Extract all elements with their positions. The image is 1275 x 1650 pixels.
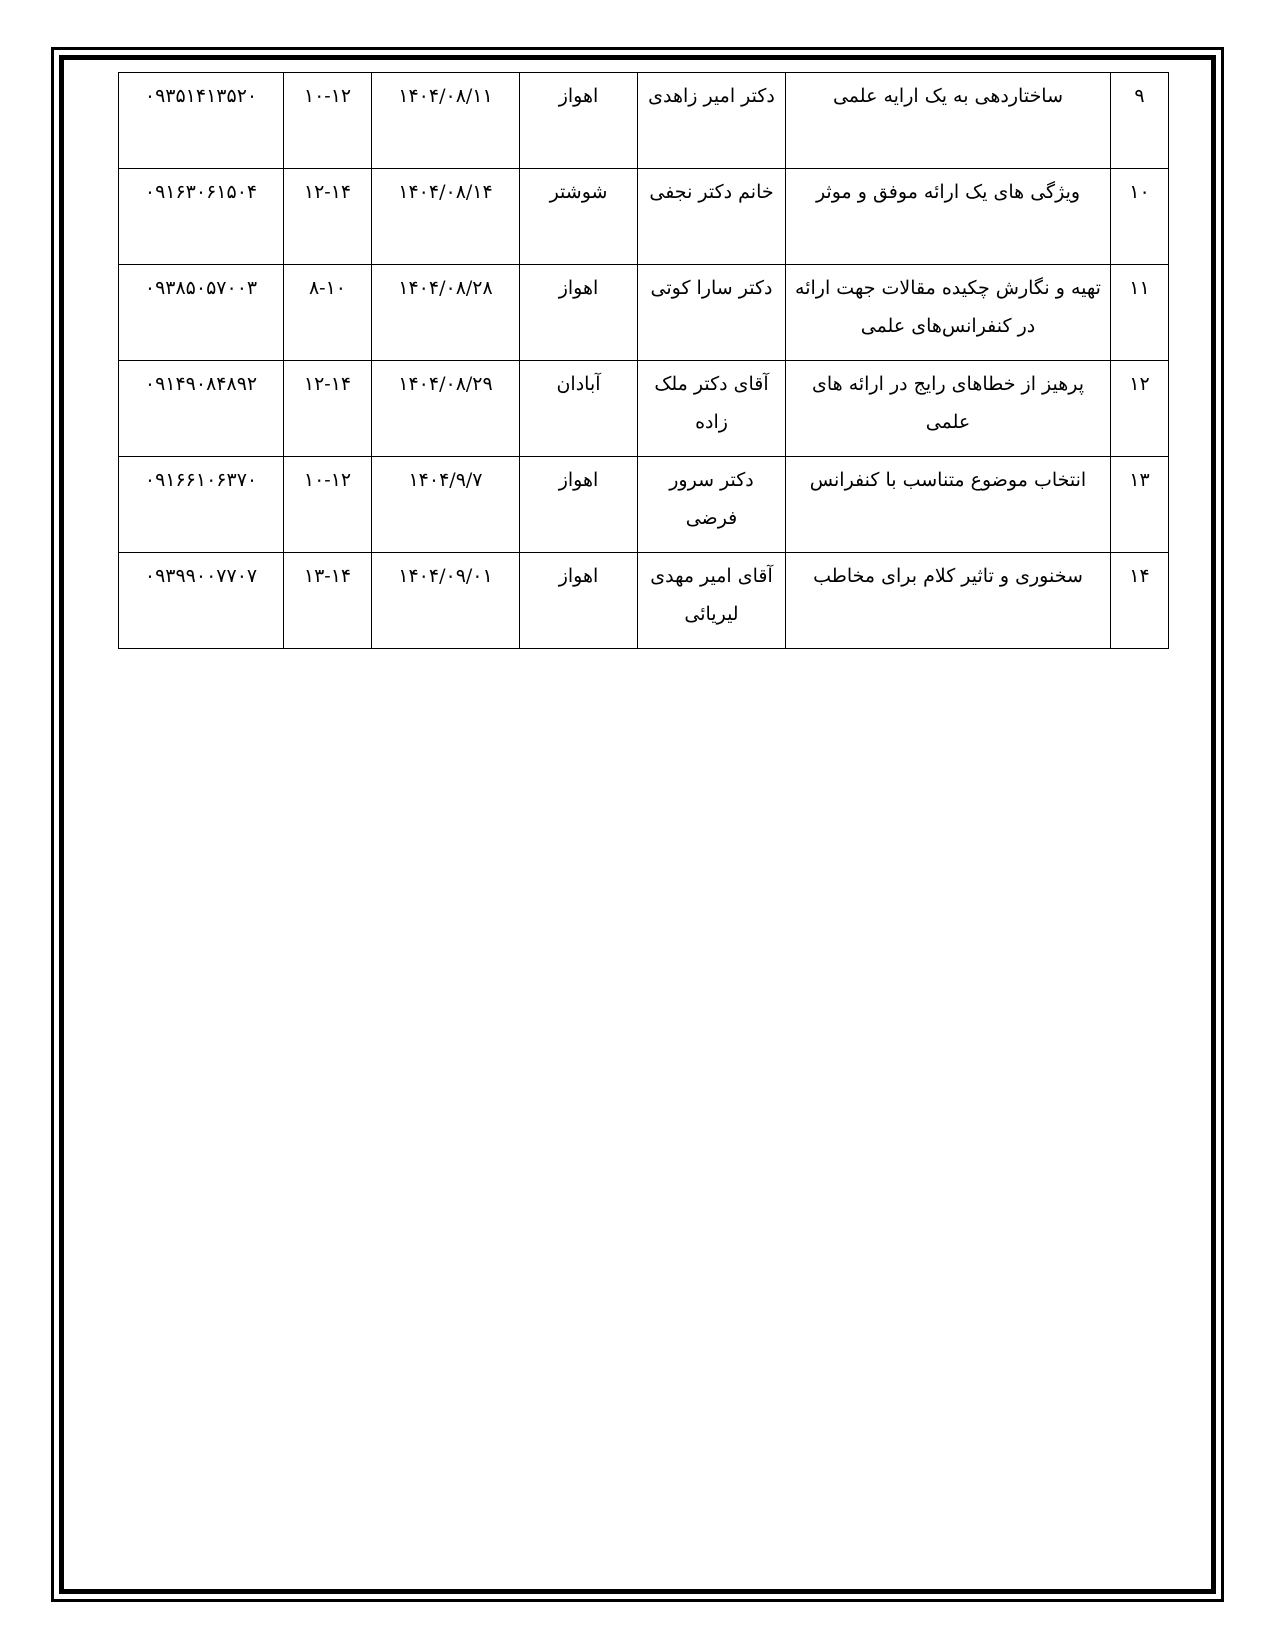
row-number: ۱۰ bbox=[1111, 169, 1169, 265]
row-number: ۱۳ bbox=[1111, 457, 1169, 553]
session-date: ۱۴۰۴/۹/۷ bbox=[372, 457, 520, 553]
table-row bbox=[119, 553, 1169, 649]
workshop-title: پرهیز از خطاهای رایج در ارائه های علمی bbox=[786, 361, 1111, 457]
instructor-name: آقای دکتر ملک زاده bbox=[638, 361, 786, 457]
session-time: ۱۲-۱۴ bbox=[284, 361, 372, 457]
session-time: ۸-۱۰ bbox=[284, 265, 372, 361]
session-date: ۱۴۰۴/۰۸/۱۱ bbox=[372, 73, 520, 169]
session-date: ۱۴۰۴/۰۸/۱۴ bbox=[372, 169, 520, 265]
session-time: ۱۰-۱۲ bbox=[284, 457, 372, 553]
city: شوشتر bbox=[520, 169, 638, 265]
workshop-title: ویژگی های یک ارائه موفق و موثر bbox=[786, 169, 1111, 265]
phone-number: ۰۹۱۶۶۱۰۶۳۷۰ bbox=[119, 457, 284, 553]
city: اهواز bbox=[520, 457, 638, 553]
city: اهواز bbox=[520, 73, 638, 169]
session-date: ۱۴۰۴/۰۸/۲۹ bbox=[372, 361, 520, 457]
session-date: ۱۴۰۴/۰۹/۰۱ bbox=[372, 553, 520, 649]
session-time: ۱۳-۱۴ bbox=[284, 553, 372, 649]
table-row bbox=[119, 73, 1169, 169]
workshop-title: تهیه و نگارش چکیده مقالات جهت ارائه در کنفرانس‌های علمی bbox=[786, 265, 1111, 361]
table-row bbox=[119, 361, 1169, 457]
table-row bbox=[119, 169, 1169, 265]
row-number: ۹ bbox=[1111, 73, 1169, 169]
phone-number: ۰۹۱۶۳۰۶۱۵۰۴ bbox=[119, 169, 284, 265]
table-row bbox=[119, 457, 1169, 553]
workshop-title: ساختاردهی به یک ارایه علمی bbox=[786, 73, 1111, 169]
city: آبادان bbox=[520, 361, 638, 457]
phone-number: ۰۹۳۵۱۴۱۳۵۲۰ bbox=[119, 73, 284, 169]
schedule-body bbox=[119, 73, 1169, 649]
session-date: ۱۴۰۴/۰۸/۲۸ bbox=[372, 265, 520, 361]
instructor-name: آقای امیر مهدی لیریائی bbox=[638, 553, 786, 649]
session-time: ۱۰-۱۲ bbox=[284, 73, 372, 169]
session-time: ۱۲-۱۴ bbox=[284, 169, 372, 265]
city: اهواز bbox=[520, 265, 638, 361]
row-number: ۱۱ bbox=[1111, 265, 1169, 361]
row-number: ۱۲ bbox=[1111, 361, 1169, 457]
instructor-name: دکتر امیر زاهدی bbox=[638, 73, 786, 169]
phone-number: ۰۹۳۹۹۰۰۷۷۰۷ bbox=[119, 553, 284, 649]
phone-number: ۰۹۳۸۵۰۵۷۰۰۳ bbox=[119, 265, 284, 361]
workshop-title: سخنوری و تاثیر کلام برای مخاطب bbox=[786, 553, 1111, 649]
phone-number: ۰۹۱۴۹۰۸۴۸۹۲ bbox=[119, 361, 284, 457]
instructor-name: دکتر سارا کوتی bbox=[638, 265, 786, 361]
instructor-name: خانم دکتر نجفی bbox=[638, 169, 786, 265]
row-number: ۱۴ bbox=[1111, 553, 1169, 649]
workshop-title: انتخاب موضوع متناسب با کنفرانس bbox=[786, 457, 1111, 553]
city: اهواز bbox=[520, 553, 638, 649]
table-row bbox=[119, 265, 1169, 361]
workshop-schedule-table bbox=[118, 72, 1169, 649]
instructor-name: دکتر سرور فرضی bbox=[638, 457, 786, 553]
